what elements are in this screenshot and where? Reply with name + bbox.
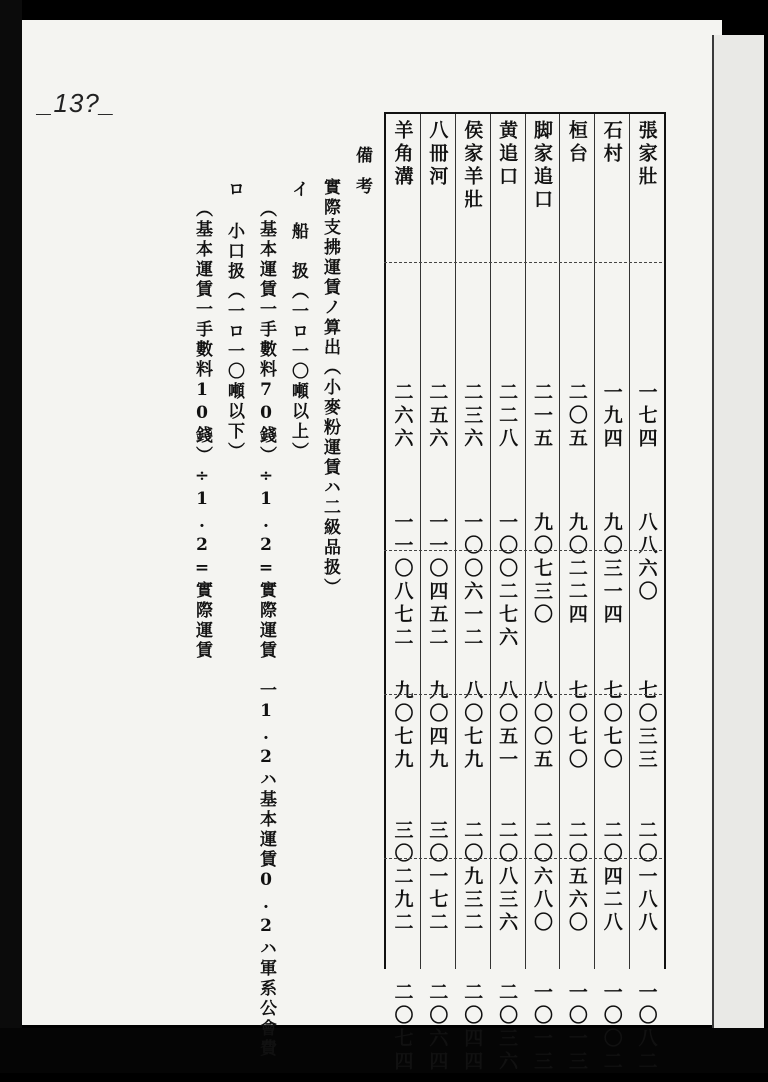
table-column [420,114,455,1074]
cell-text: 九〇七九 [391,680,414,772]
table-cell [386,982,420,1082]
table-cell [526,820,560,970]
station-name-cell [560,120,594,270]
station-name-cell [491,120,525,270]
table-cell [526,382,560,492]
table-cell [595,982,629,1082]
cell-text: 二〇六八〇 [530,820,553,935]
table-column [525,114,560,1074]
cell-text: 二〇六四 [426,982,449,1074]
table-cell [595,512,629,662]
table-column [559,114,594,1074]
table-cell [491,512,525,662]
notes-line-2: 船 扱（一ロ一〇噸以上） [288,222,308,462]
notes-line-3: （基本運賃一手數料70錢）÷1.2=實際運賃 一1.2ハ基本運賃0.2ハ軍系公會費 [256,200,276,1059]
notes-line-5: （基本運賃一手數料10錢）÷1.2=實際運賃 [192,200,212,661]
cell-text: 黄追口 [496,120,519,189]
cell-text: 八〇五一 [496,680,519,772]
cell-text: 一九四 [600,382,623,451]
cell-text: 二一五 [530,382,553,451]
table-cell [595,680,629,800]
cell-text: 一〇〇二 [600,982,623,1074]
station-name-cell [630,120,664,270]
cell-text: 九〇四九 [426,680,449,772]
table-row-divider [384,550,662,551]
cell-text: 八冊河 [426,120,449,189]
cell-text: 九〇三一四 [600,512,623,627]
cell-text: 二〇九三二 [461,820,484,935]
cell-text: 八八六〇 [635,512,658,604]
cell-text: 張家壯 [635,120,658,189]
cell-text: 二〇一八八 [635,820,658,935]
cell-text: 一〇〇六一二 [461,512,484,650]
table-cell [560,820,594,970]
station-name-cell [421,120,455,270]
table-cell [491,982,525,1082]
table-cell [630,680,664,800]
table-cell [386,382,420,492]
table-column [386,114,420,1074]
table-cell [526,680,560,800]
table-cell [491,382,525,492]
cell-text: 桓台 [565,120,588,166]
notes-line-1: 實際支拂運賃ノ算出（小麥粉運賃ハ二級品扱） [320,178,340,598]
table-cell [456,820,490,970]
table-row-divider [384,858,662,859]
cell-text: 七〇七〇 [600,680,623,772]
table-cell [456,982,490,1082]
cell-text: 二六六 [391,382,414,451]
cell-text: 七〇七〇 [565,680,588,772]
notes-line-4-mark: ロ [224,180,244,200]
cell-text: 二五六 [426,382,449,451]
table-cell [595,820,629,970]
table-column [629,114,664,1074]
table-cell [421,382,455,492]
freight-table [384,112,666,1074]
table-cell [560,982,594,1082]
table-column [455,114,490,1074]
table-cell [630,982,664,1082]
table-cell [386,680,420,800]
cell-text: 二〇八三六 [496,820,519,935]
table-cell [560,382,594,492]
table-cell [456,512,490,662]
table-cell [421,820,455,970]
station-name-cell [595,120,629,270]
table-cell [491,820,525,970]
cell-text: 一〇一三 [530,982,553,1074]
table-cell [386,820,420,970]
cell-text: 一一〇四五二 [426,512,449,650]
table-column [594,114,629,1074]
cell-text: 三〇二九二 [391,820,414,935]
table-cell [386,512,420,662]
table-cell [630,820,664,970]
cell-text: 一〇八二 [635,982,658,1074]
cell-text: 三〇一七二 [426,820,449,935]
cell-text: 二〇七四 [391,982,414,1074]
cell-text: 一一〇八七二 [391,512,414,650]
table-cell [456,382,490,492]
station-name-cell [456,120,490,270]
table-cell [421,512,455,662]
cell-text: 石村 [600,120,623,166]
table-cell [560,512,594,662]
cell-text: 二〇五 [565,382,588,451]
station-name-cell [526,120,560,270]
cell-text: 九〇七三〇 [530,512,553,627]
cell-text: 二〇四四 [461,982,484,1074]
table-header-divider [384,262,662,263]
cell-text: 二〇三六 [496,982,519,1074]
cell-text: 侯家羊壯 [461,120,484,212]
cell-text: 脚家追口 [530,120,553,212]
table-cell [526,512,560,662]
table-cell [595,382,629,492]
station-name-cell [386,120,420,270]
cell-text: 一七四 [635,382,658,451]
cell-text: 一〇一三 [565,982,588,1074]
table-cell [491,680,525,800]
table-cell [630,382,664,492]
table-cell [560,680,594,800]
table-cell [421,982,455,1082]
scan-margin-left [0,0,22,1073]
table-column [490,114,525,1074]
table-cell [526,982,560,1082]
notes-line-4: 小口扱（一ロ一〇噸以下） [224,222,244,462]
notes-label: 備考 [352,146,372,208]
cell-text: 八〇七九 [461,680,484,772]
cell-text: 七〇三三 [635,680,658,772]
cell-text: 一〇〇二七六 [496,512,519,650]
table-row-divider [384,694,662,695]
cell-text: 二〇四二八 [600,820,623,935]
table-cell [630,512,664,662]
cell-text: 八〇〇五 [530,680,553,772]
page-number: _13?_ [38,88,116,118]
table-cell [421,680,455,800]
cell-text: 二二八 [496,382,519,451]
adjacent-page-edge [712,35,764,1035]
notes-line-2-mark: イ [288,180,308,200]
cell-text: 二〇五六〇 [565,820,588,935]
cell-text: 二三六 [461,382,484,451]
table-cell [456,680,490,800]
cell-text: 九〇二二四 [565,512,588,627]
cell-text: 羊角溝 [391,120,414,189]
